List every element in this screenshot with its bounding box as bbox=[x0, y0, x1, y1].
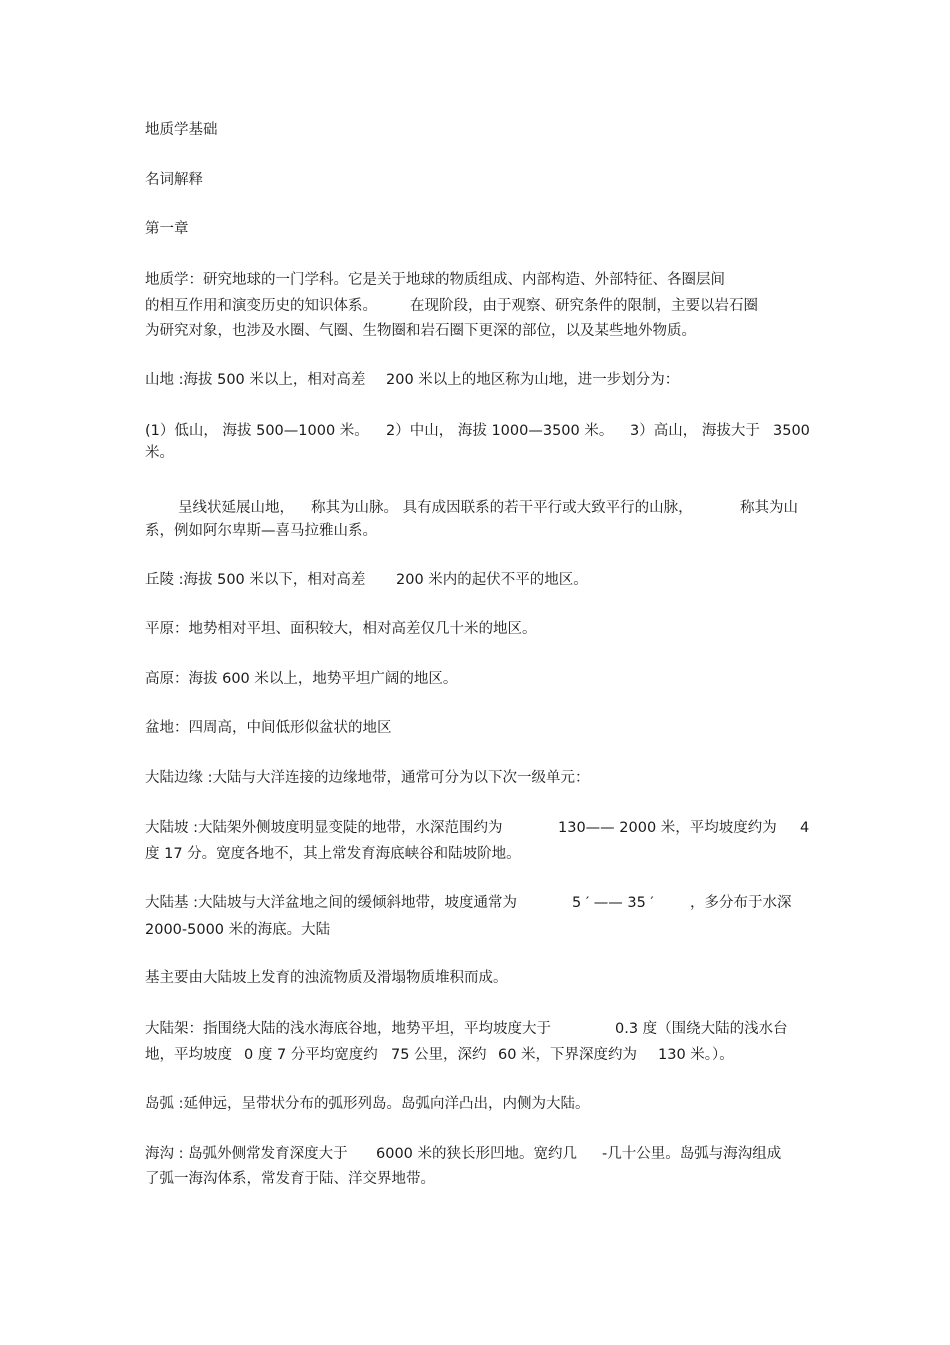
mountain-definition-b: 200 米以上的地区称为山地，进一步划分为： bbox=[386, 372, 680, 388]
range-definition-c: 称其为山 bbox=[740, 500, 798, 516]
hill-definition-b: 200 米内的起伏不平的地区。 bbox=[396, 572, 588, 588]
geology-definition-line-2b: 在现阶段，由于观察、研究条件的限制，主要以岩石圈 bbox=[410, 298, 758, 314]
trench-definition-c: -几十公里。岛弧与海沟组成 bbox=[602, 1146, 782, 1162]
basin-definition: 盆地：四周高，中间低形似盆状的地区 bbox=[145, 720, 392, 736]
continental-shelf-d: 0 度 7 分平均宽度约 bbox=[244, 1047, 378, 1063]
continental-rise-d: 2000-5000 米的海底。大陆 bbox=[145, 922, 331, 938]
continental-rise-a: 大陆基 :大陆坡与大洋盆地之间的缓倾斜地带，坡度通常为 bbox=[145, 895, 517, 911]
mountain-types-unit: 米。 bbox=[145, 445, 174, 461]
continental-shelf-e: 75 公里，深约 bbox=[391, 1047, 487, 1063]
plain-definition: 平原：地势相对平坦、面积较大，相对高差仅几十米的地区。 bbox=[145, 621, 537, 637]
mountain-types-mid: 2）中山， 海拔 1000—3500 米。 bbox=[386, 423, 614, 439]
continental-shelf-a: 大陆架：指围绕大陆的浅水海底谷地，地势平坦，平均坡度大于 bbox=[145, 1021, 551, 1037]
continental-rise-e: 基主要由大陆坡上发育的浊流物质及滑塌物质堆积而成。 bbox=[145, 970, 508, 986]
plateau-definition: 高原：海拔 600 米以上，地势平坦广阔的地区。 bbox=[145, 671, 458, 687]
continental-margin-definition: 大陆边缘 :大陆与大洋连接的边缘地带，通常可分为以下次一级单元： bbox=[145, 770, 590, 786]
continental-rise-c: ，多分布于水深 bbox=[690, 895, 792, 911]
section-heading: 名词解释 bbox=[145, 172, 203, 188]
continental-rise-b: 5 ′ —— 35 ′ bbox=[572, 895, 654, 911]
range-definition-b: 称其为山脉。 具有成因联系的若干平行或大致平行的山脉， bbox=[311, 500, 693, 516]
mountain-definition-a: 山地 :海拔 500 米以上，相对高差 bbox=[145, 372, 366, 388]
continental-shelf-c: 地，平均坡度 bbox=[145, 1047, 232, 1063]
continental-slope-d: 度 17 分。宽度各地不，其上常发育海底峡谷和陆坡阶地。 bbox=[145, 846, 521, 862]
trench-definition-b: 6000 米的狭长形凹地。宽约几 bbox=[376, 1146, 578, 1162]
geology-definition-line-1: 地质学：研究地球的一门学科。它是关于地球的物质组成、内部构造、外部特征、各圈层间 bbox=[145, 272, 725, 288]
hill-definition-a: 丘陵 :海拔 500 米以下，相对高差 bbox=[145, 572, 366, 588]
continental-slope-c: 4 bbox=[800, 820, 810, 836]
range-definition-d: 系，例如阿尔卑斯—喜马拉雅山系。 bbox=[145, 523, 377, 539]
continental-shelf-f: 60 米，下界深度约为 bbox=[498, 1047, 638, 1063]
continental-shelf-b: 0.3 度（围绕大陆的浅水台 bbox=[615, 1021, 788, 1037]
geology-definition-line-2: 的相互作用和演变历史的知识体系。 bbox=[145, 298, 377, 314]
island-arc-definition: 岛弧 :延伸远，呈带状分布的弧形列岛。岛弧向洋凸出，内侧为大陆。 bbox=[145, 1096, 590, 1112]
range-definition-a: 呈线状延展山地， bbox=[178, 500, 294, 516]
geology-definition-line-3: 为研究对象，也涉及水圈、气圈、生物圈和岩石圈下更深的部位，以及某些地外物质。 bbox=[145, 323, 696, 339]
mountain-types-high-value: 3500 bbox=[773, 423, 810, 439]
continental-slope-a: 大陆坡 :大陆架外侧坡度明显变陡的地带，水深范围约为 bbox=[145, 820, 503, 836]
mountain-types-high: 3）高山， 海拔大于 bbox=[630, 423, 760, 439]
continental-slope-b: 130—— 2000 米，平均坡度约为 bbox=[558, 820, 777, 836]
chapter-heading: 第一章 bbox=[145, 221, 189, 237]
continental-shelf-g: 130 米。）。 bbox=[658, 1047, 734, 1063]
document-title: 地质学基础 bbox=[145, 122, 218, 138]
trench-definition-d: 了弧一海沟体系，常发育于陆、洋交界地带。 bbox=[145, 1171, 435, 1187]
mountain-types-low: (1）低山， 海拔 500—1000 米。 bbox=[145, 423, 369, 439]
trench-definition-a: 海沟 : 岛弧外侧常发育深度大于 bbox=[145, 1146, 348, 1162]
